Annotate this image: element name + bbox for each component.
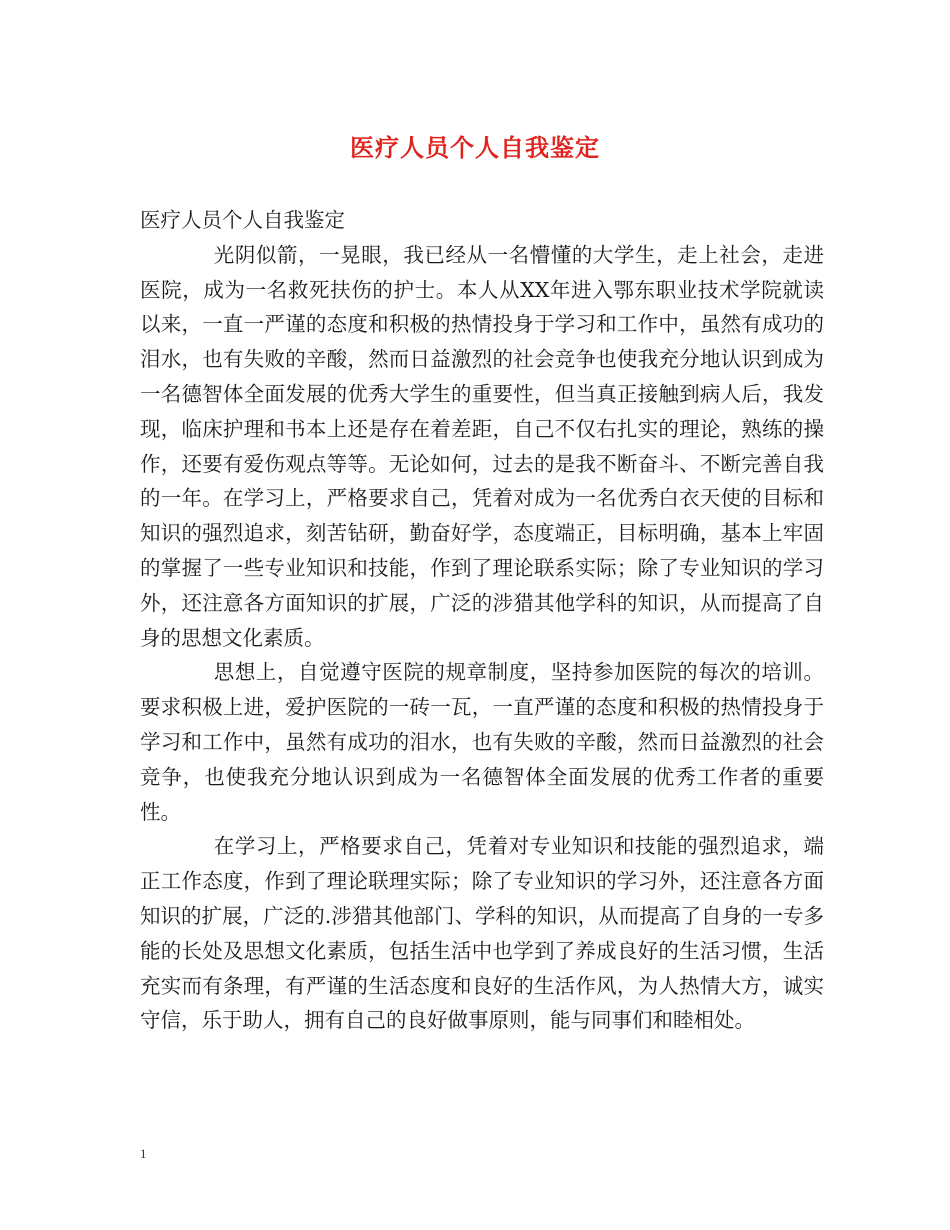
paragraph-3: 在学习上，严格要求自己，凭着对专业知识和技能的强烈追求，端正工作态度，作到了理论联理实际；除了专业知识的学习外，还注意各方面知识的扩展，广泛的.涉猎其他部门、学科的知识，从而提高了自身的一专多能的长处及思想文化素质，包括生活中也学到了养成良好的生活习惯，生活充实而有条理，有严谨的生活态度和良好的生活作风，为人热情大方，诚实守信，乐于助人，拥有自己的良好做事原则，能与同事们和睦相处。 [140, 834, 824, 1033]
page-number: 1 [140, 1146, 147, 1161]
document-body [140, 203, 824, 1038]
document-title: 医疗人员个人自我鉴定 [350, 133, 600, 162]
paragraph-1: 光阴似箭，一晃眼，我已经从一名懵懂的大学生，走上社会，走进医院，成为一名救死扶伤的护士。本人从XX年进入鄂东职业技术学院就读以来，一直一严谨的态度和积极的热情投身于学习和工作中，虽然有成功的泪水，也有失败的辛酸，然而日益激烈的社会竞争也使我充分地认识到成为一名德智体全面发展的优秀大学生的重要性，但当真正接触到病人后，我发现，临床护理和书本上还是存在着差距，自己不仅右扎实的理论，熟练的操作，还要有爱伤观点等等。无论如何，过去的是我不断奋斗、不断完善自我的一年。在学习上，严格要求自己，凭着对成为一名优秀白衣天使的目标和知识的强烈追求，刻苦钻研，勤奋好学，态度端正，目标明确，基本上牢固的掌握了一些专业知识和技能，作到了理论联系实际；除了专业知识的学习外，还注意各方面知识的扩展，广泛的涉猎其他学科的知识，从而提高了自身的思想文化素质。 [140, 242, 824, 650]
document-subtitle: 医疗人员个人自我鉴定 [140, 208, 345, 232]
paragraph-2: 思想上，自觉遵守医院的规章制度，坚持参加医院的每次的培训。要求积极上进，爱护医院的一砖一瓦，一直严谨的态度和积极的热情投身于学习和工作中，虽然有成功的泪水，也有失败的辛酸，然而日益激烈的社会竞争，也使我充分地认识到成为一名德智体全面发展的优秀工作者的重要性。 [140, 660, 824, 824]
